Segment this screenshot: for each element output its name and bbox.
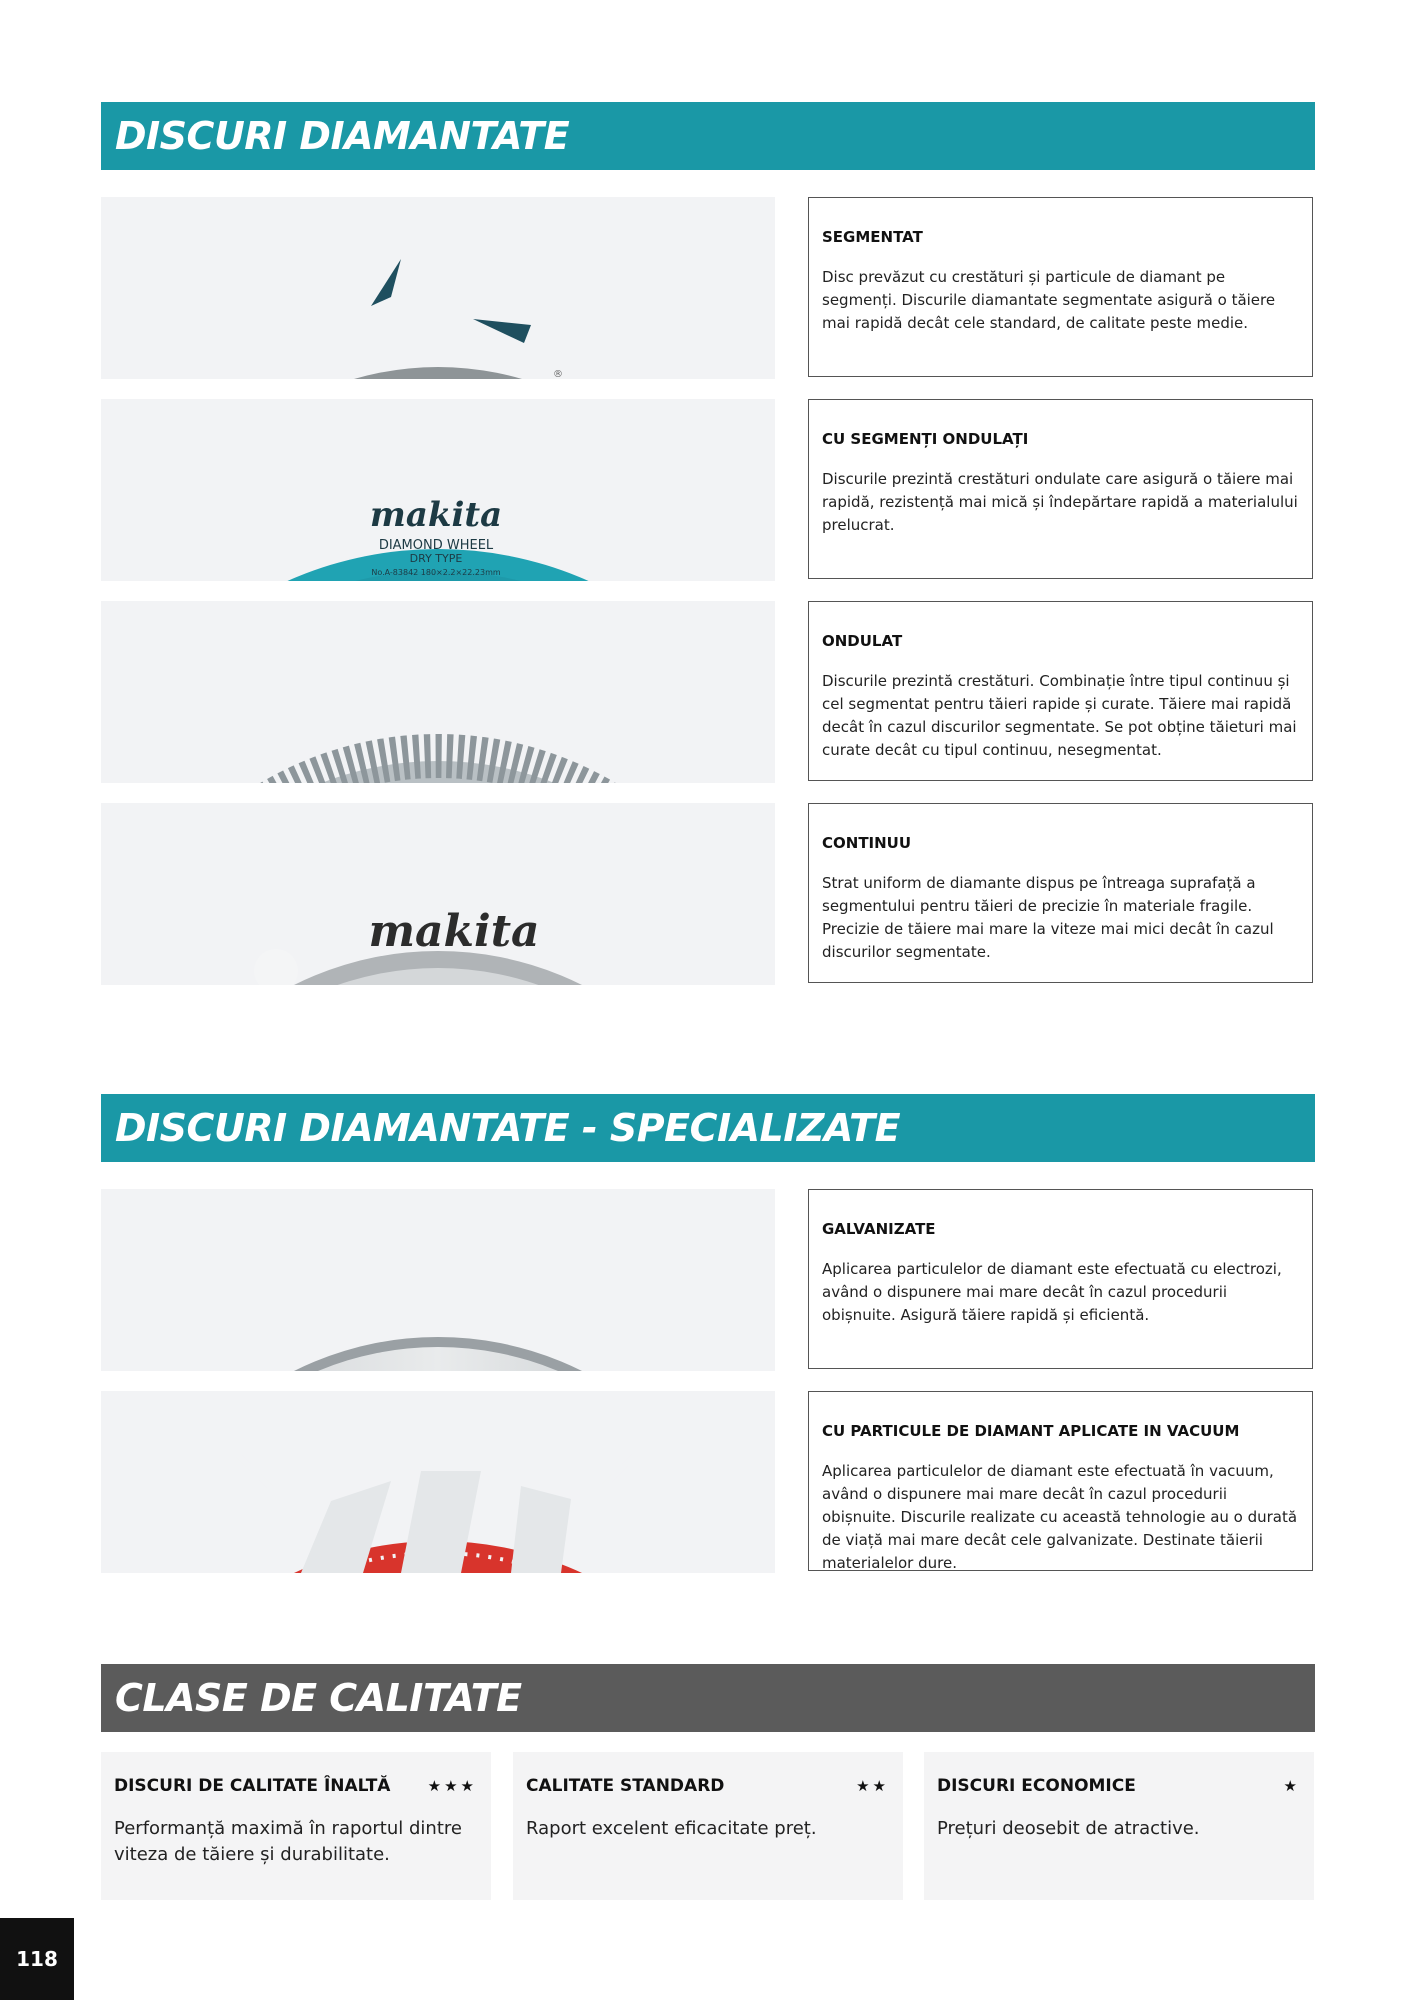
disc-info-continuous (808, 803, 1313, 983)
quality-card-standard (513, 1752, 903, 1900)
star-rating-icon: ★ (1283, 1778, 1300, 1795)
quality-heading: DISCURI ECONOMICE (937, 1776, 1136, 1796)
section-banner-quality (101, 1664, 1315, 1732)
wheel-code: No.A-83842 180×2.2×22.23mm (371, 568, 501, 577)
disc-heading: CONTINUU (822, 834, 912, 852)
disc-info-vacuum (808, 1391, 1313, 1571)
disc-description: Strat uniform de diamante dispus pe întreaga suprafață a segmentului pentru tăieri de precizie în materiale fragile. Precizie de tăiere mai mare la viteze mai mici decât în cazul discurilor segmentate. (822, 874, 1274, 961)
section-title: DISCURI DIAMANTATE - SPECIALIZATE (115, 1106, 901, 1150)
disc-image-segmented (101, 197, 775, 379)
section-banner-specialized (101, 1094, 1315, 1162)
quality-card-high (101, 1752, 491, 1900)
quality-card-economic (924, 1752, 1314, 1900)
disc-info-segmented (808, 197, 1313, 377)
disc-description: Discurile prezintă crestături ondulate care asigură o tăiere mai rapidă, rezistență mai mică și îndepărtare rapidă a materialului prelucrat. (822, 470, 1298, 534)
disc-heading: CU PARTICULE DE DIAMANT APLICATE IN VACUUM (822, 1422, 1240, 1440)
disc-description: Aplicarea particulelor de diamant este efectuată cu electrozi, având o dispunere mai mare decât în cazul procedurii obișnuite. Asigură tăiere rapidă și eficientă. (822, 1260, 1282, 1324)
disc-image-galvanized (101, 1189, 775, 1371)
quality-description: Performanță maximă în raportul dintre viteza de tăiere și durabilitate. (114, 1818, 462, 1865)
disc-image-turbo (101, 601, 775, 783)
wheel-label-1: DIAMOND WHEEL (378, 538, 494, 553)
registered-mark: ® (553, 369, 563, 379)
disc-info-galvanized (808, 1189, 1313, 1369)
quality-description: Raport excelent eficacitate preț. (526, 1818, 817, 1839)
section-title: DISCURI DIAMANTATE (115, 114, 570, 158)
disc-description: Discurile prezintă crestături. Combinație între tipul continuu și cel segmentat pentru tăieri rapide și curate. Tăiere mai rapidă decât în cazul discurilor segmentate. Se pot obține tăieturi mai curate decât cu tipul continuu, nesegmentat. (822, 672, 1297, 759)
disc-image-wavy-segments (101, 399, 775, 581)
brand-logo: makita (368, 906, 540, 957)
star-rating-icon: ★★ (856, 1778, 889, 1795)
quality-heading: DISCURI DE CALITATE ÎNALTĂ (114, 1776, 391, 1796)
disc-description: Aplicarea particulelor de diamant este efectuată în vacuum, având o dispunere mai mare decât în cazul procedurii obișnuite. Discurile realizate cu această tehnologie au o durată de viață mai mare decât cele galvanizate. Destinate tăierii materialelor dure. (822, 1462, 1298, 1572)
disc-heading: ONDULAT (822, 632, 903, 650)
page-number: 118 (0, 1918, 74, 2000)
disc-heading: GALVANIZATE (822, 1220, 936, 1238)
section-title: CLASE DE CALITATE (115, 1676, 522, 1720)
brand-logo: makita (369, 495, 503, 535)
section-banner-diamond (101, 102, 1315, 170)
star-rating-icon: ★★★ (427, 1778, 477, 1795)
disc-image-continuous (101, 803, 775, 985)
disc-info-wavy-segments (808, 399, 1313, 579)
wheel-label-2: DRY TYPE (409, 552, 463, 565)
disc-heading: CU SEGMENȚI ONDULAȚI (822, 430, 1029, 448)
quality-description: Prețuri deosebit de atractive. (937, 1818, 1200, 1839)
quality-heading: CALITATE STANDARD (526, 1776, 725, 1796)
disc-info-turbo (808, 601, 1313, 781)
disc-image-vacuum (101, 1391, 775, 1573)
disc-description: Disc prevăzut cu crestături și particule de diamant pe segmenți. Discurile diamantate segmentate asigură o tăiere mai rapidă decât cele standard, de calitate peste medie. (822, 268, 1276, 332)
disc-heading: SEGMENTAT (822, 228, 923, 246)
